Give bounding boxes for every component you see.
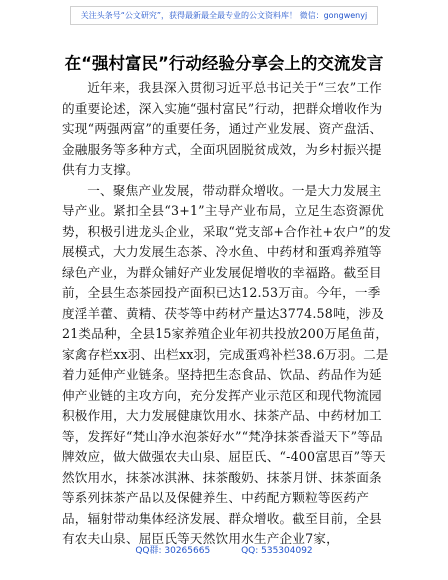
footer-qq-group: QQ群: 30265665	[135, 546, 211, 556]
footer-qq: QQ: 535304092	[241, 546, 313, 556]
header-banner	[0, 0, 448, 30]
paragraph-intro: 近年来，我县深入贯彻习近平总书记关于“三农”工作的重要论述，深入实施“强村富民”行动，把群众增收作为实现“两强两富”的重要任务，通过产业发展、资产盘活、金融服务等多种方式，全面巩固脱贫成效，为乡村振兴提供有力支撑。	[62, 80, 383, 177]
promo-banner-text: 关注头条号“公文研究”，获得最新最全最专业的公文资料库！ 微信：gongwenyj	[70, 6, 378, 25]
paragraph-section-one: 一、聚焦产业发展，带动群众增收。一是大力发展主导产业。紧扣全县“3+1”主导产业布局，立足生态资源优势，积极引进龙头企业，采取“党支部+合作社+农户”的发展模式，大力发展生态茶、冷水鱼、中药材和蛋鸡养殖等绿色产业，为群众铺好产业发展促增收的幸福路。截至目前，全县生态茶园投产面积已达12.53万亩。今年，一季度淫羊藿、黄精、茯苓等中药材产量达3774.58吨，涉及21类品种，全县15家养殖企业年初共投放200万尾鱼苗，家禽存栏xx羽、出栏xx羽，完成蛋鸡补栏38.6万羽。二是着力延伸产业链条。坚持把生态食品、饮品、药品作为延伸产业链的主攻方向，充分发挥产业示范区和现代物流园积极作用，大力发展健康饮用水、抹茶产品、中药材加工等，发挥好“梵山净水泡茶好水”“梵净抹茶香溢天下”等品牌效应，做大做强农夫山泉、屈臣氏、“-400富思百”等天然饮用水，抹茶冰淇淋、抹茶酸奶、抹茶月饼、抹茶面条等系列抹茶产品以及保健养生、中药配方颗粒等医药产品，辐射带动集体经济发展、群众增收。截至目前，全县有农夫山泉、屈臣氏等天然饮用水生产企业7家，	[62, 182, 392, 546]
footer-contact	[0, 543, 448, 556]
document-body	[62, 78, 392, 550]
document-title: 在“强村富民”行动经验分享会上的交流发言	[64, 54, 384, 73]
